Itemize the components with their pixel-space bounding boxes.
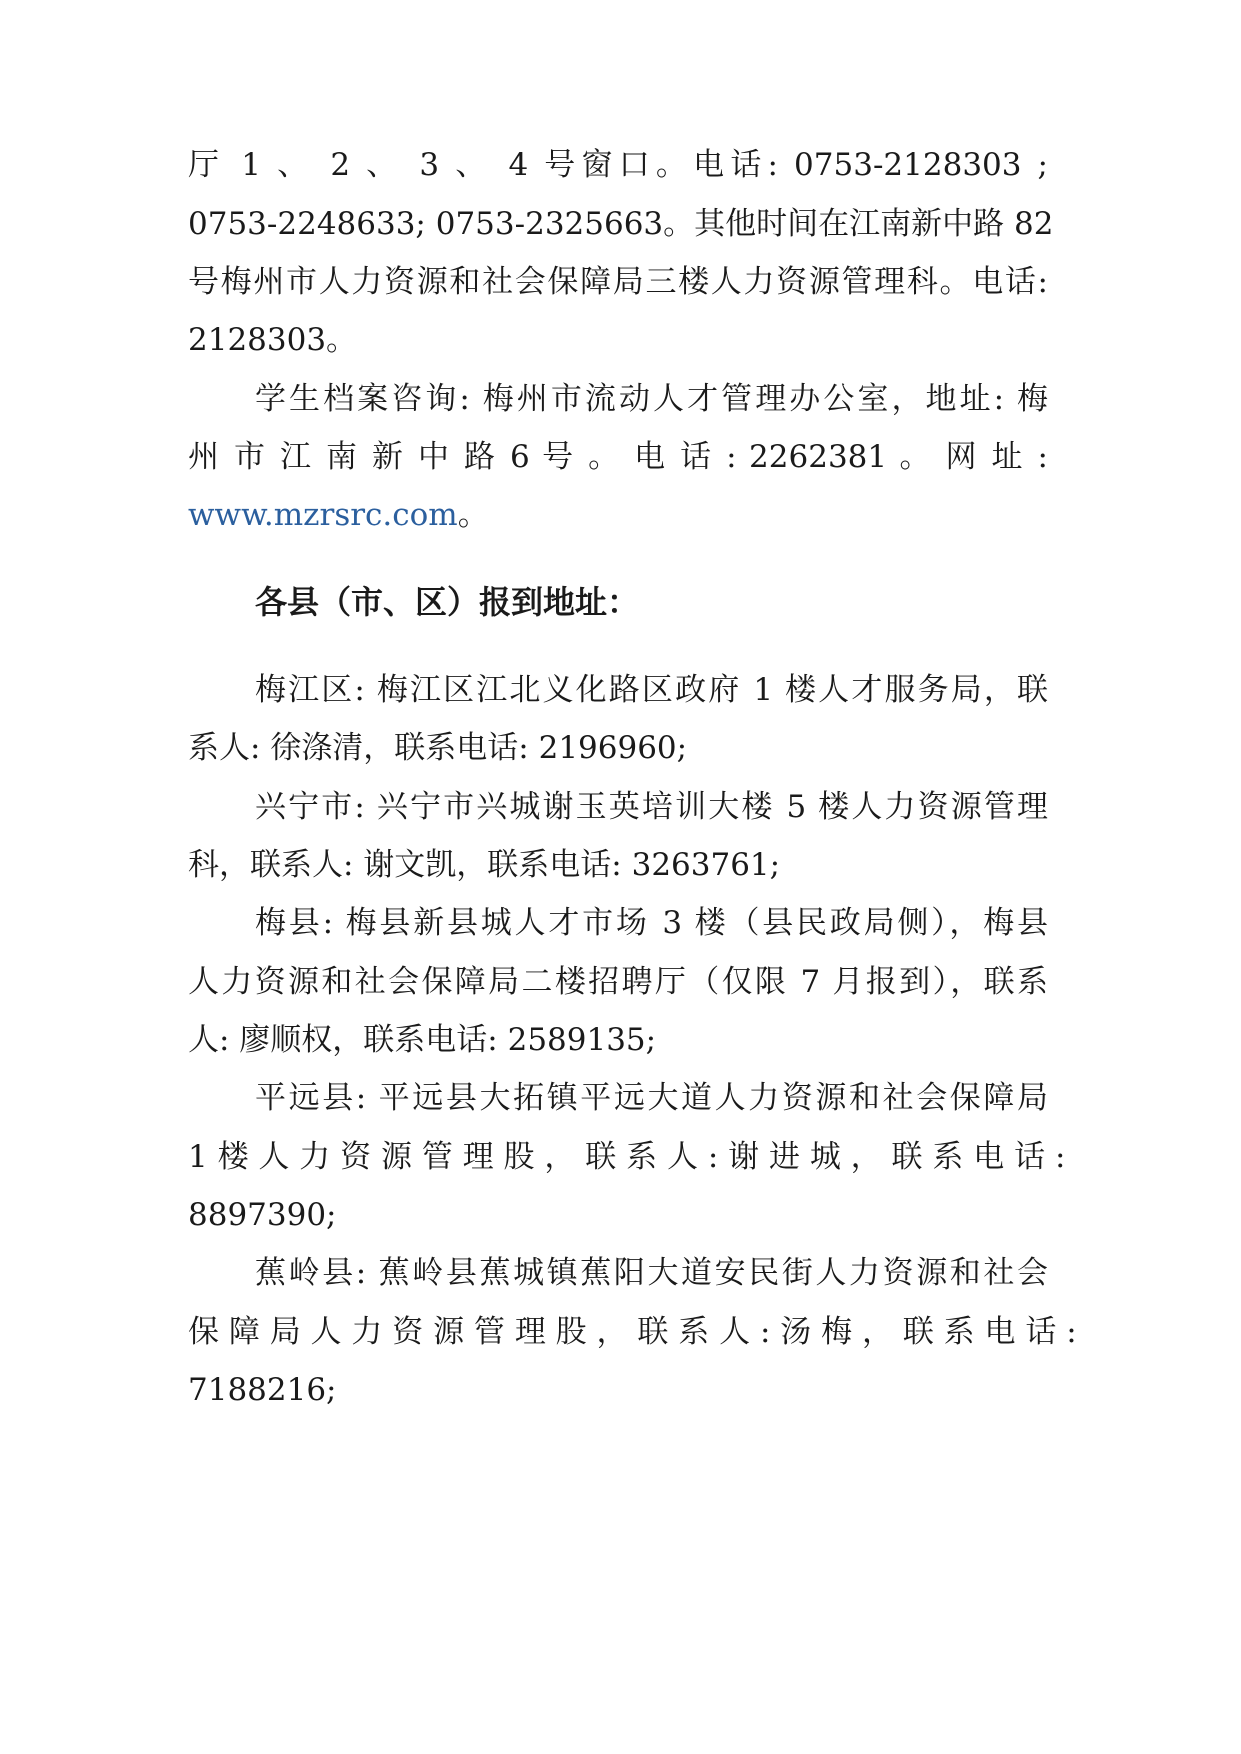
text-line: 人力资源和社会保障局二楼招聘厅（仅限 7 月报到），联系 [188, 964, 1048, 1000]
text-line: 8897390; [188, 1197, 337, 1233]
text-line: 人: 廖顺权，联系电话: 2589135; [188, 1022, 657, 1058]
website-suffix: 。 [457, 497, 489, 533]
text-line: 梅县: 梅县新县城人才市场 3 楼（县民政局侧），梅县 [255, 905, 1048, 941]
text-line: 厅 1 、 2 、 3 、 4 号窗口。电话: 0753-2128303 ; [188, 147, 1048, 183]
text-line: 蕉岭县: 蕉岭县蕉城镇蕉阳大道安民街人力资源和社会 [255, 1255, 1048, 1291]
text-line: 兴宁市: 兴宁市兴城谢玉英培训大楼 5 楼人力资源管理 [255, 789, 1048, 825]
text-line: 7188216; [188, 1372, 337, 1408]
website-line [188, 495, 1048, 535]
text-line: 保 障 局 人 力 资 源 管 理 股 ， 联 系 人 : 汤 梅 ， 联 系 电 话 : [188, 1314, 1077, 1350]
text-line: 梅江区: 梅江区江北义化路区政府 1 楼人才服务局，联 [255, 672, 1048, 708]
text-line: 学生档案咨询: 梅州市流动人才管理办公室，地址: 梅 [255, 381, 1048, 417]
text-line: 平远县: 平远县大拓镇平远大道人力资源和社会保障局 [255, 1080, 1048, 1116]
text-line: 2128303。 [188, 322, 358, 358]
text-line: 号梅州市人力资源和社会保障局三楼人力资源管理科。电话: [188, 264, 1048, 300]
text-line: 州 市 江 南 新 中 路 6 号 。 电 话 : 2262381 。 网 址 : [188, 439, 1048, 475]
text-line: 科，联系人: 谢文凯，联系电话: 3263761; [188, 847, 781, 883]
website-link[interactable]: www.mzrsrc.com [188, 497, 458, 533]
section-heading: 各县（市、区）报到地址： [255, 583, 640, 621]
text-line: 1 楼 人 力 资 源 管 理 股 ， 联 系 人 : 谢 进 城 ， 联 系 电 话 : [188, 1139, 1066, 1175]
text-line: 系人: 徐涤清，联系电话: 2196960; [188, 730, 688, 766]
text-line: 0753-2248633; 0753-2325663。其他时间在江南新中路 82 [188, 206, 1054, 242]
